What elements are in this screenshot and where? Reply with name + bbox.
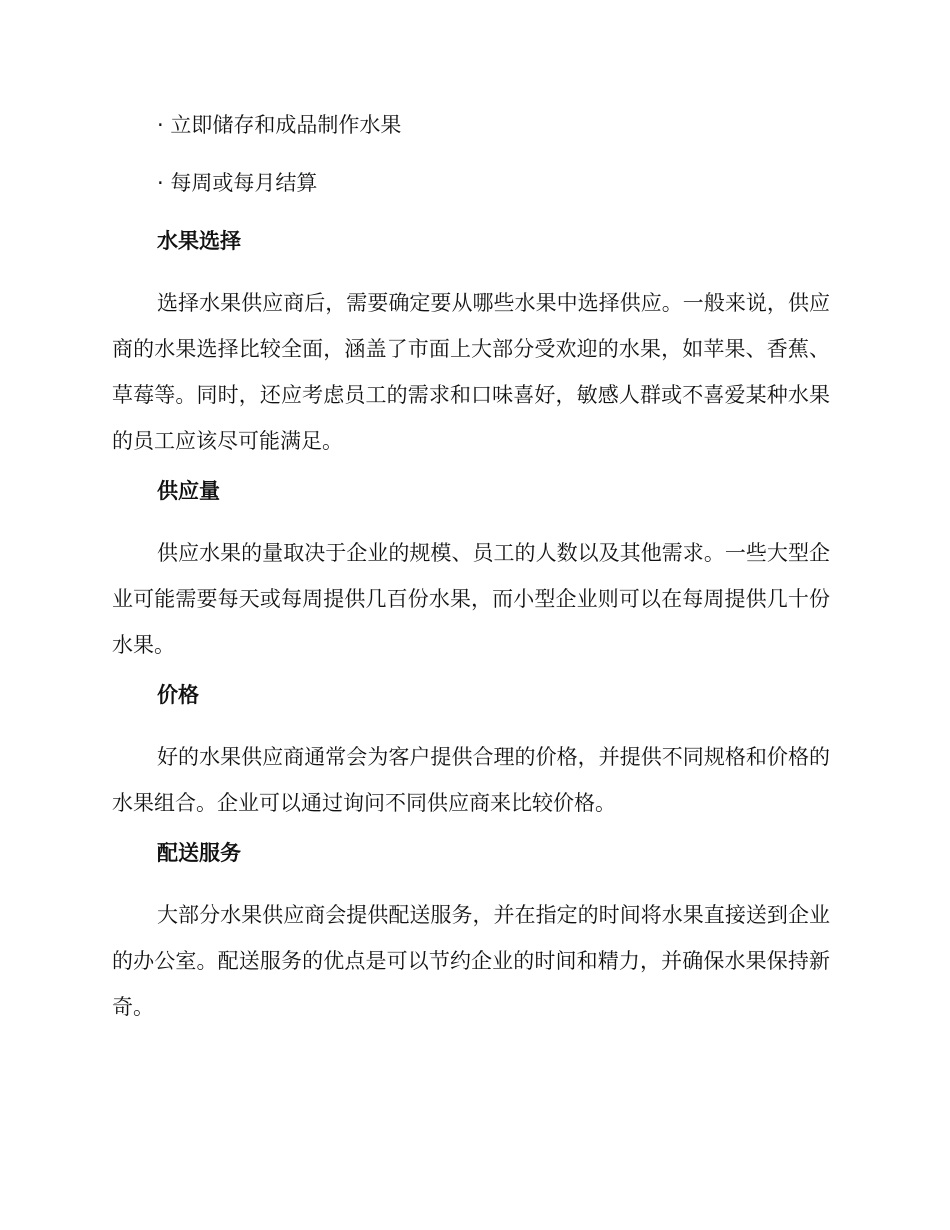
bullet-item: · 立即储存和成品制作水果 xyxy=(157,113,402,137)
section-heading-supply-quantity: 供应量 xyxy=(157,479,220,503)
section-paragraph-price: 好的水果供应商通常会为客户提供合理的价格，并提供不同规格和价格的水果组合。企业可以通过询问不同供应商来比较价格。 xyxy=(112,745,830,815)
section-heading-fruit-selection: 水果选择 xyxy=(157,229,241,253)
document-page xyxy=(112,110,830,1042)
section-heading-delivery-service: 配送服务 xyxy=(157,841,241,865)
section-paragraph-delivery-service: 大部分水果供应商会提供配送服务，并在指定的时间将水果直接送到企业的办公室。配送服务的优点是可以节约企业的时间和精力，并确保水果保持新奇。 xyxy=(112,903,830,1019)
bullet-item: · 每周或每月结算 xyxy=(157,171,318,195)
section-paragraph-supply-quantity: 供应水果的量取决于企业的规模、员工的人数以及其他需求。一些大型企业可能需要每天或每周提供几百份水果，而小型企业则可以在每周提供几十份水果。 xyxy=(112,541,830,657)
section-heading-price: 价格 xyxy=(157,683,199,707)
section-paragraph-fruit-selection: 选择水果供应商后，需要确定要从哪些水果中选择供应。一般来说，供应商的水果选择比较全面，涵盖了市面上大部分受欢迎的水果，如苹果、香蕉、草莓等。同时，还应考虑员工的需求和口味喜好，敏感人群或不喜爱某种水果的员工应该尽可能满足。 xyxy=(112,291,830,453)
